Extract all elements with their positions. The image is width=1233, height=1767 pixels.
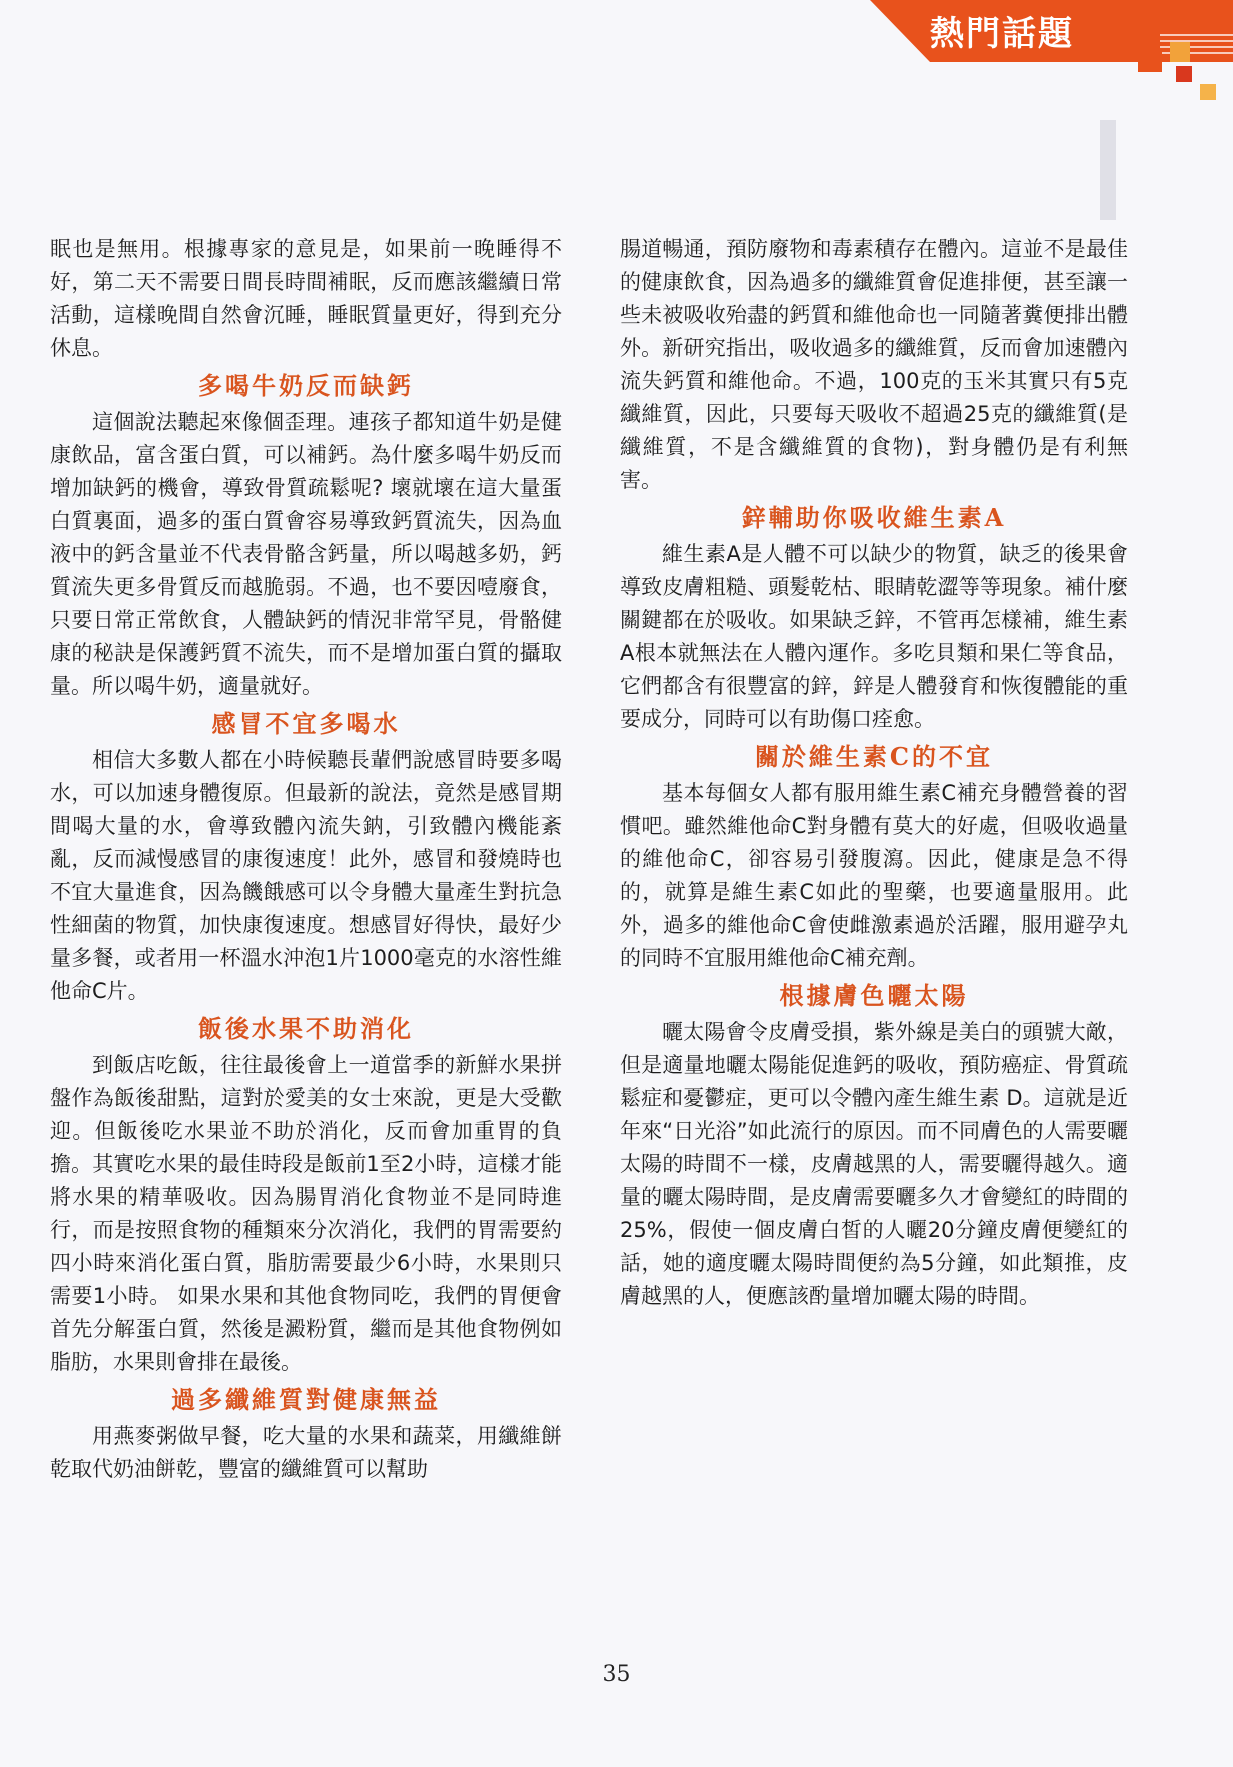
left-column (50, 233, 562, 1486)
section-heading: 根據膚色曬太陽 (779, 981, 969, 1010)
paragraph: 這個說法聽起來像個歪理。連孩子都知道牛奶是健康飲品，富含蛋白質，可以補鈣。為什麼多喝牛奶反而增加缺鈣的機會，導致骨質疏鬆呢? 壞就壞在這大量蛋白質裏面，過多的蛋白質會容易導致鈣質流失，因為血液中的鈣含量並不代表骨骼含鈣量，所以喝越多奶，鈣質流失更多骨質反而越脆弱。不過，也不要因噎廢食，只要日常正常飲食，人體缺鈣的情況非常罕見，骨骼健康的秘訣是保護鈣質不流失，而不是增加蛋白質的攝取量。所以喝牛奶，適量就好。 (50, 410, 562, 698)
decor-square (1200, 84, 1216, 100)
paragraph: 基本每個女人都有服用維生素C補充身體營養的習慣吧。雖然維他命C對身體有莫大的好處，但吸收過量的維他命C，卻容易引發腹瀉。因此，健康是急不得的，就算是維生素C如此的聖藥，也要適量服用。此外，過多的維他命C會使雌激素過於活躍，服用避孕丸的同時不宜服用維他命C補充劑。 (620, 781, 1128, 970)
decor-square (1170, 42, 1190, 62)
page-number: 35 (602, 1662, 631, 1687)
paragraph: 維生素A是人體不可以缺少的物質，缺乏的後果會導致皮膚粗糙、頭髮乾枯、眼睛乾澀等等現象。補什麼關鍵都在於吸收。如果缺乏鋅，不管再怎樣補，維生素A根本就無法在人體內運作。多吃貝類和果仁等食品，它們都含有很豐富的鋅，鋅是人體發育和恢復體能的重要成分，同時可以有助傷口痊愈。 (620, 542, 1128, 731)
paragraph: 用燕麥粥做早餐，吃大量的水果和蔬菜，用纖維餅乾取代奶油餅乾，豐富的纖維質可以幫助 (50, 1424, 562, 1481)
section-heading: 過多纖維質對健康無益 (171, 1385, 441, 1414)
right-column (620, 233, 1128, 1313)
section-heading: 多喝牛奶反而缺鈣 (198, 371, 414, 400)
paragraph: 到飯店吃飯，往往最後會上一道當季的新鮮水果拼盤作為飯後甜點，這對於愛美的女士來說，更是大受歡迎。但飯後吃水果並不助於消化，反而會加重胃的負擔。其實吃水果的最佳時段是飯前1至2小時，這樣才能將水果的精華吸收。因為腸胃消化食物並不是同時進行，而是按照食物的種類來分次消化，我們的胃需要約四小時來消化蛋白質，脂肪需要最少6小時，水果則只需要1小時。 如果水果和其他食物同吃，我們的胃便會首先分解蛋白質，然後是澱粉質，繼而是其他食物例如脂肪，水果則會排在最後。 (50, 1053, 562, 1374)
decor-square (1176, 66, 1192, 82)
decor-square (1138, 48, 1162, 72)
paragraph: 曬太陽會令皮膚受損，紫外線是美白的頭號大敵，但是適量地曬太陽能促進鈣的吸收，預防癌症、骨質疏鬆症和憂鬱症，更可以令體內產生維生素 D。這就是近年來“日光浴”如此流行的原因。而不同膚色的人需要曬太陽的時間不一樣，皮膚越黑的人，需要曬得越久。適量的曬太陽時間，是皮膚需要曬多久才會變紅的時間的25%，假使一個皮膚白皙的人曬20分鐘皮膚便變紅的話，她的適度曬太陽時間便約為5分鐘，如此類推，皮膚越黑的人，便應該酌量增加曬太陽的時間。 (620, 1020, 1128, 1308)
section-heading: 飯後水果不助消化 (198, 1014, 414, 1043)
section-heading: 關於維生素C的不宜 (754, 742, 994, 771)
paragraph: 眠也是無用。根據專家的意見是，如果前一晚睡得不好，第二天不需要日間長時間補眠，反而應該繼續日常活動，這樣晚間自然會沉睡，睡眠質量更好，得到充分休息。 (50, 237, 562, 360)
paragraph: 相信大多數人都在小時候聽長輩們說感冒時要多喝水，可以加速身體復原。但最新的說法，竟然是感冒期間喝大量的水，會導致體內流失鈉，引致體內機能紊亂，反而減慢感冒的康復速度！此外，感冒和發燒時也不宜大量進食，因為饑餓感可以令身體大量產生對抗急性細菌的物質，加快康復速度。想感冒好得快，最好少量多餐，或者用一杯溫水沖泡1片1000毫克的水溶性維他命C片。 (50, 748, 562, 1003)
section-heading: 鋅輔助你吸收維生素A (741, 503, 1007, 532)
side-decoration (1100, 120, 1116, 220)
section-heading: 感冒不宜多喝水 (211, 709, 401, 738)
section-tab-title: 熱門話題 (930, 14, 1074, 54)
paragraph: 腸道暢通，預防廢物和毒素積存在體內。這並不是最佳的健康飲食，因為過多的纖維質會促進排便，甚至讓一些未被吸收殆盡的鈣質和維他命也一同隨著糞便排出體外。新研究指出，吸收過多的纖維質，反而會加速體內流失鈣質和維他命。不過，100克的玉米其實只有5克纖維質，因此，只要每天吸收不超過25克的纖維質(是纖維質，不是含纖維質的食物)，對身體仍是有利無害。 (620, 237, 1128, 492)
